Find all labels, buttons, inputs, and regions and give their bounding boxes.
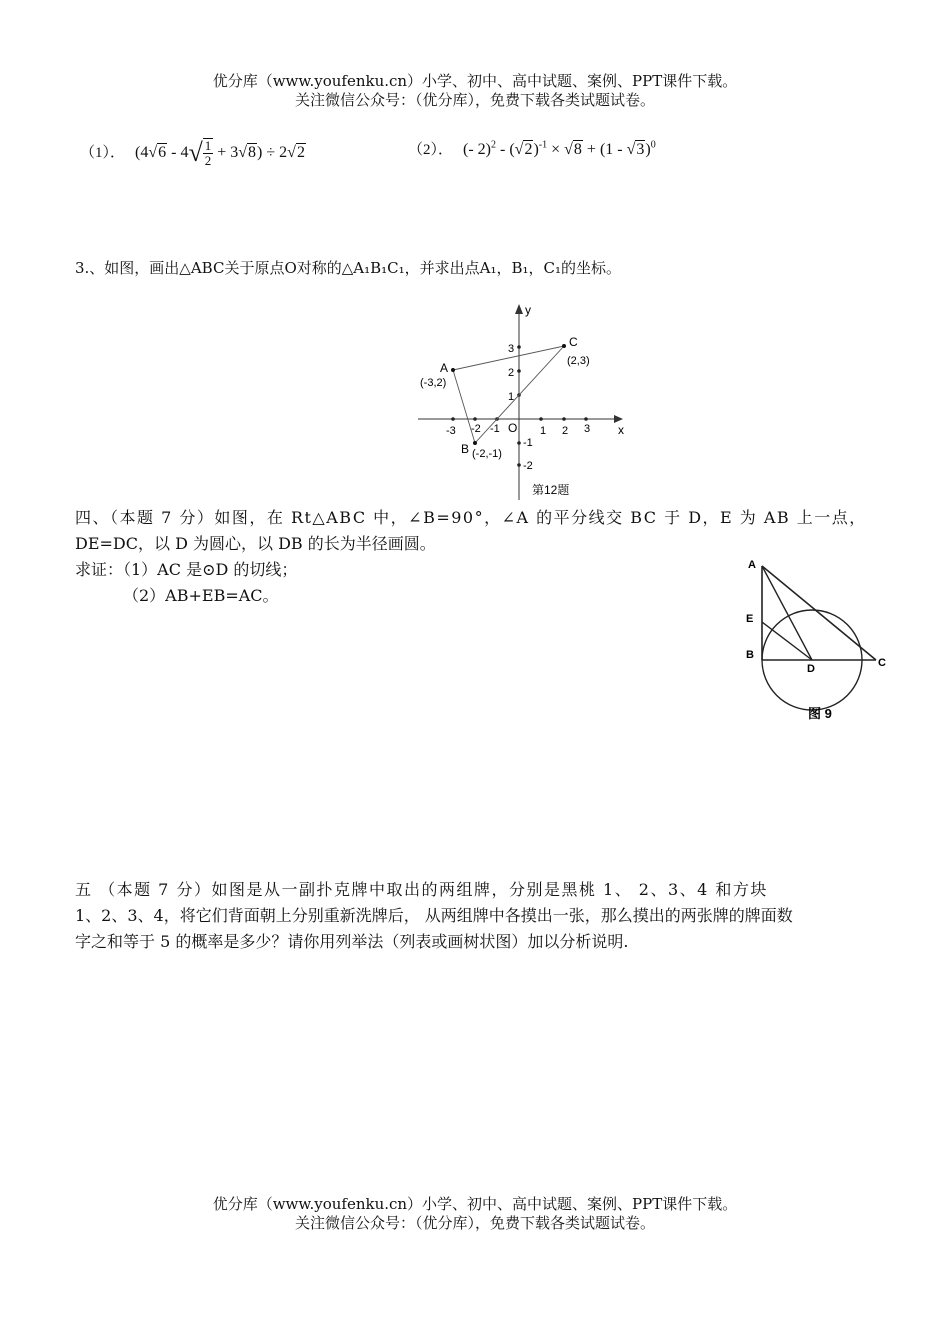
question-4-line-2: DE=DC，以 D 为圆心，以 DB 的长为半径画圆。	[75, 534, 436, 553]
bisector-ad	[762, 566, 812, 660]
y-tick-dot	[517, 463, 521, 467]
label-c: C	[878, 657, 886, 669]
point-a-dot	[451, 368, 455, 372]
problem-1-label: （1）．	[80, 145, 126, 161]
label-d: D	[807, 663, 815, 675]
question-3: 3.、如图，画出△ABC关于原点O对称的△A₁B₁C₁，并求出点A₁，B₁，C₁的坐标。	[75, 259, 622, 277]
question-5-line-3: 字之和等于 5 的概率是多少？请你用列举法（列表或画树状图）加以分析说明.	[75, 932, 629, 951]
point-c-dot	[562, 344, 566, 348]
x-tick-label: -1	[490, 423, 500, 435]
point-b-coord: (-2,-1)	[472, 448, 502, 460]
y-tick-label: -1	[523, 437, 533, 449]
y-tick-dot	[517, 369, 521, 373]
x-tick-dot	[584, 417, 588, 421]
y-tick-label: 2	[508, 367, 515, 379]
point-c-coord: (2,3)	[567, 355, 590, 367]
header-line-1: 优分库（www.youfenku.cn）小学、初中、高中试题、案例、PPT课件下载。	[212, 72, 738, 90]
x-tick-label: 2	[562, 425, 569, 437]
point-b-dot	[473, 441, 477, 445]
x-tick-label: -3	[446, 425, 456, 437]
x-tick-dot	[562, 417, 566, 421]
graph-caption: 第12题	[532, 483, 570, 497]
side-ac	[762, 566, 876, 660]
y-tick-label: -2	[523, 460, 533, 472]
point-b-label: B	[461, 442, 470, 456]
point-a-coord: (-3,2)	[420, 377, 447, 389]
label-a: A	[748, 559, 756, 571]
x-tick-label: 1	[540, 425, 547, 437]
footer-line-2: 关注微信公众号：（优分库），免费下载各类试题试卷。	[294, 1214, 655, 1232]
question-4-line-4: （2）AB+EB=AC。	[123, 586, 279, 605]
x-tick-label: 3	[584, 423, 591, 435]
x-tick-dot	[473, 417, 477, 421]
y-axis-arrow-icon	[515, 304, 523, 314]
x-axis-label: x	[618, 423, 624, 437]
header-line-2: 关注微信公众号：（优分库），免费下载各类试题试卷。	[294, 91, 655, 109]
x-axis-arrow-icon	[614, 415, 623, 423]
y-tick-label: 3	[508, 343, 515, 355]
question-5-line-2: 1、2、3、4，将它们背面朝上分别重新洗牌后， 从两组牌中各摸出一张，那么摸出的两张牌的牌面数	[75, 906, 793, 925]
point-c-label: C	[569, 335, 578, 349]
origin-label: O	[508, 421, 518, 435]
label-b: B	[746, 649, 754, 661]
point-a-label: A	[440, 361, 449, 375]
y-tick-dot	[517, 345, 521, 349]
footer-line-1: 优分库（www.youfenku.cn）小学、初中、高中试题、案例、PPT课件下载。	[212, 1195, 738, 1213]
y-axis-label: y	[525, 303, 531, 317]
y-tick-label: 1	[508, 391, 515, 403]
figure-caption: 图 9	[808, 706, 832, 721]
question-4-line-3: 求证：（1）AC 是⊙D 的切线；	[75, 560, 298, 579]
problem-2: （2）． (- $2)^2 - (√2)^{-1} \times √8 + (1 - √3)^0$	[408, 139, 656, 158]
coordinate-graph	[410, 298, 640, 503]
label-e: E	[746, 613, 754, 625]
x-tick-dot	[539, 417, 543, 421]
problem-2-label: （2）．	[408, 142, 454, 158]
question-4-line-1: 四、（本题 7 分）如图，在 Rt△ABC 中，∠B=90°，∠A 的平分线交 BC 于 D，E 为 AB 上一点，	[75, 508, 867, 527]
problem-1: （1）． (4√6 - 4√ $\frac{1}{2}$ + 3√8) ÷ 2√2	[80, 138, 305, 169]
figure-9	[738, 552, 898, 728]
y-tick-dot	[517, 441, 521, 445]
segment-de	[762, 622, 812, 660]
x-tick-label: -2	[471, 423, 481, 435]
x-tick-dot	[451, 417, 455, 421]
question-5-line-1: 五 （本题 7 分）如图是从一副扑克牌中取出的两组牌，分别是黑桃 1、 2、3、4 和方块	[75, 880, 768, 899]
